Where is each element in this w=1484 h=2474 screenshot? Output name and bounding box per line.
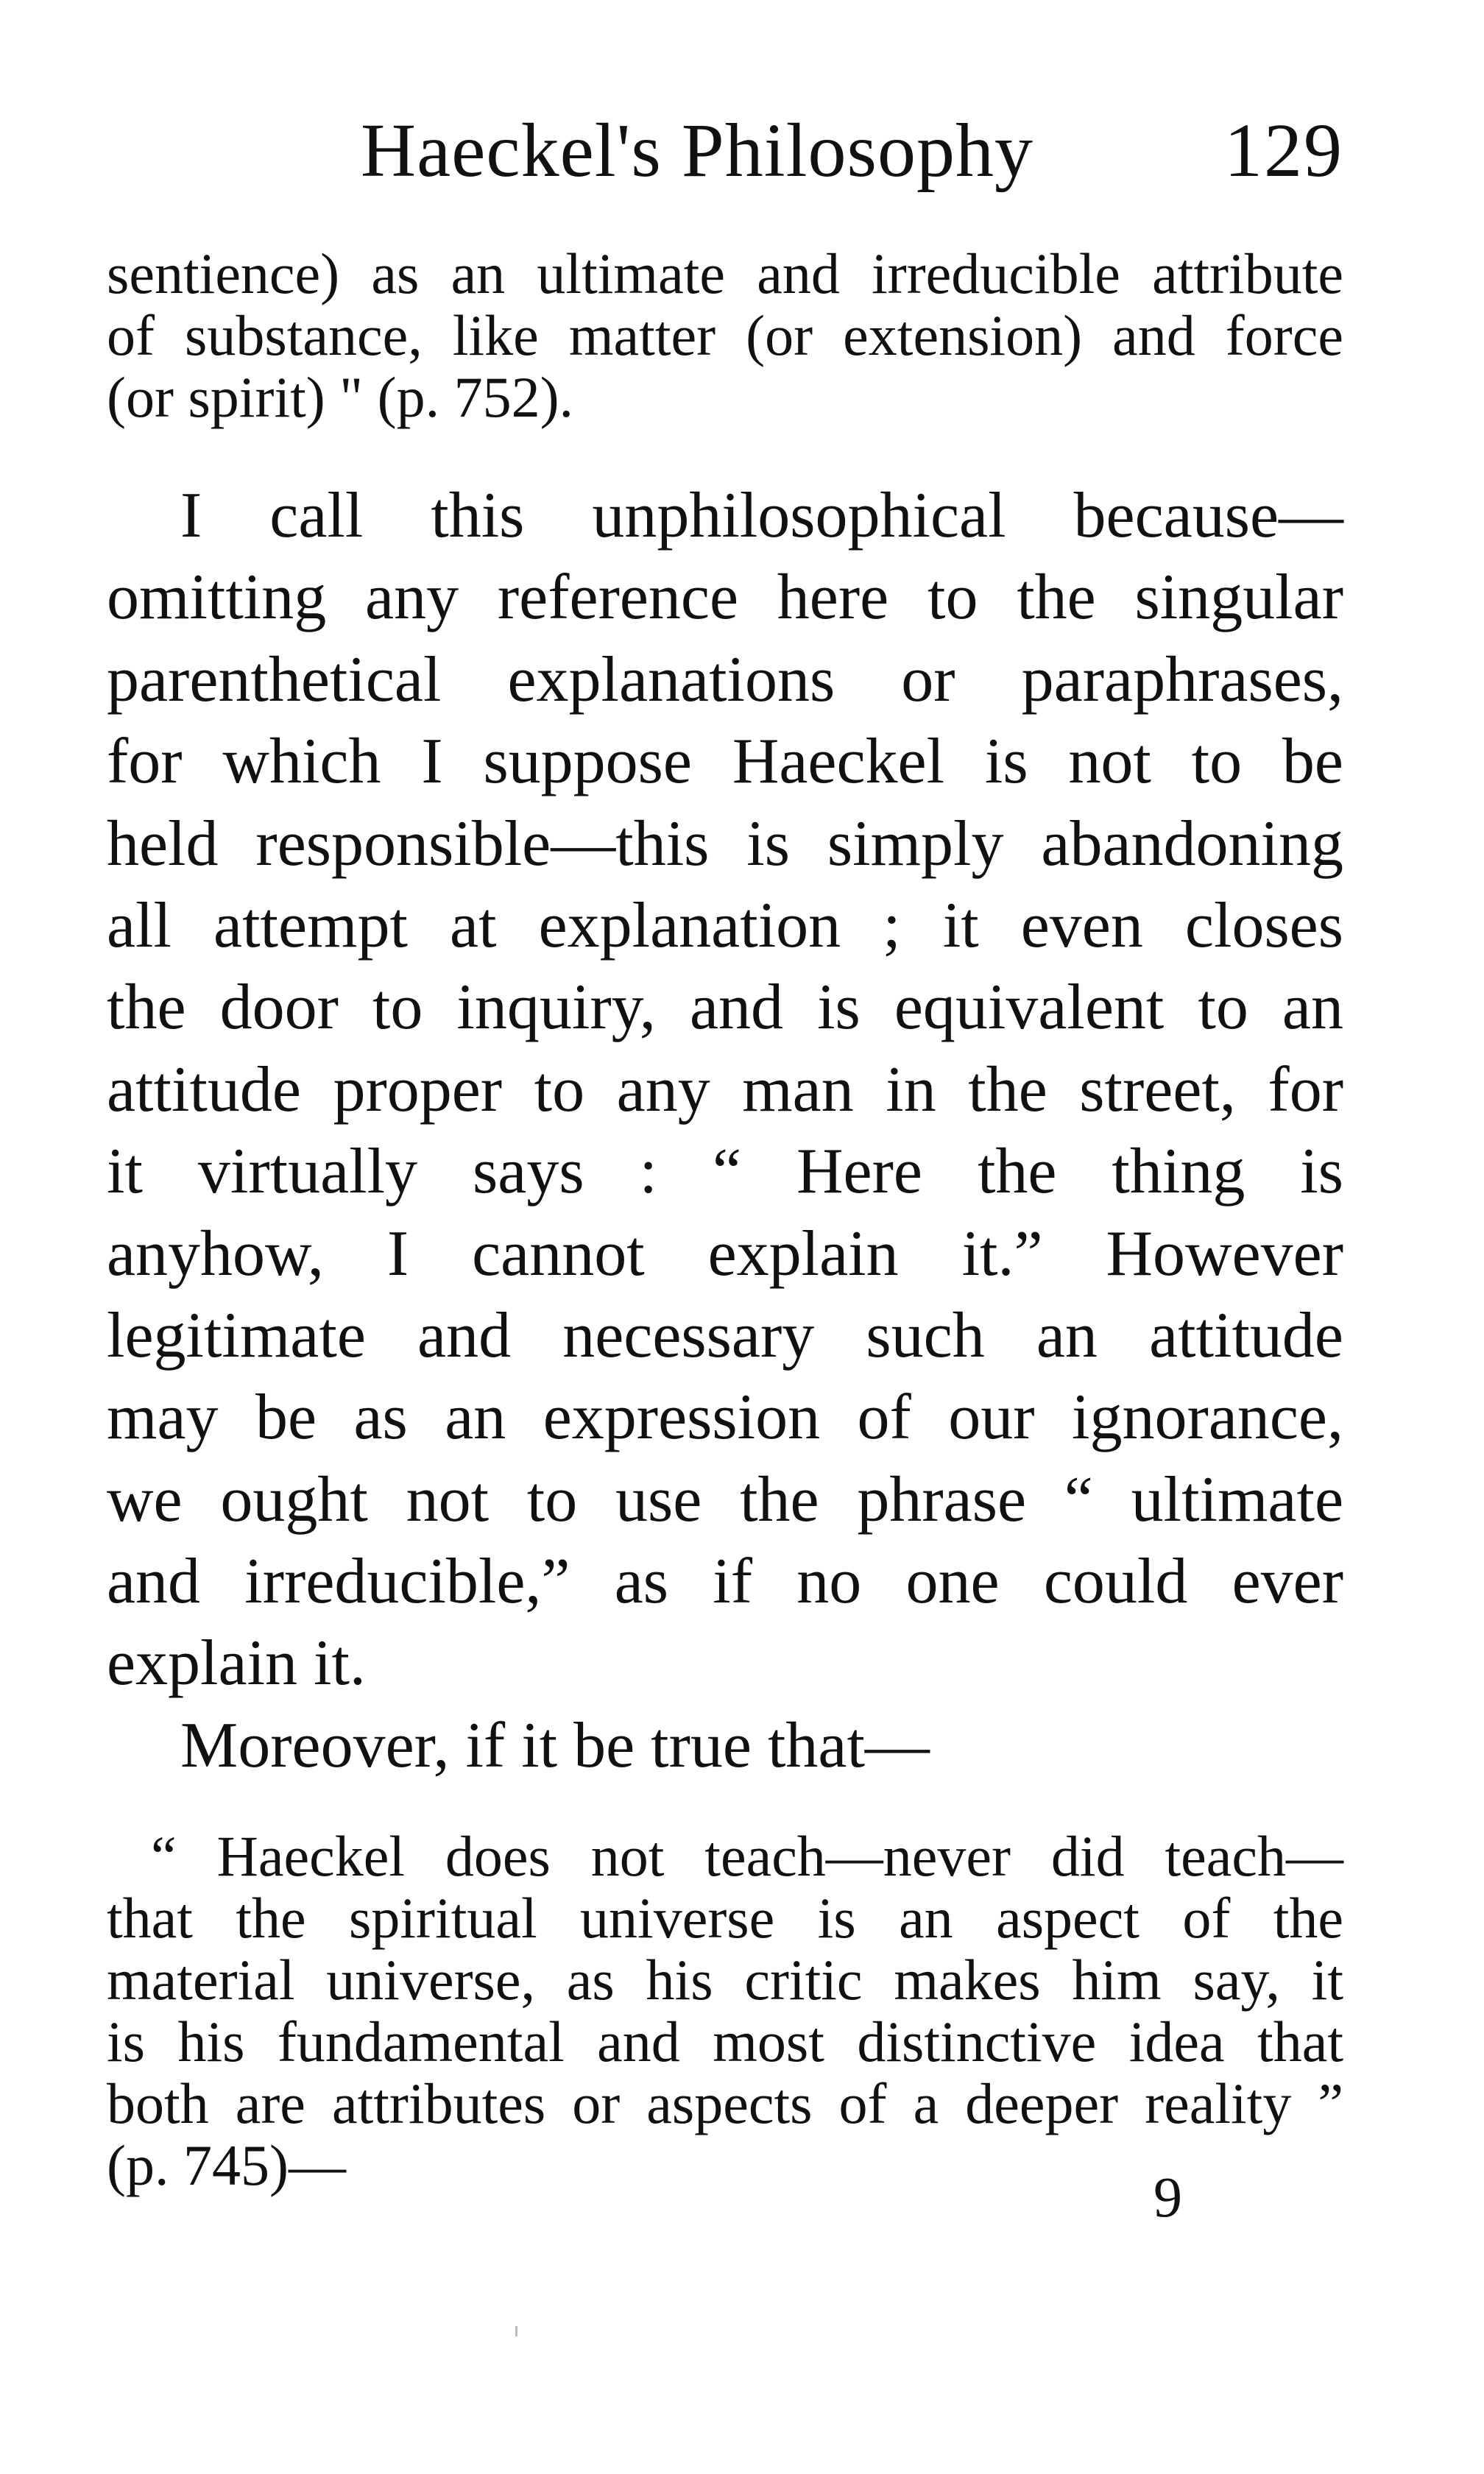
running-head xyxy=(107,96,1343,213)
text-line: may be as an expression of our ignorance, xyxy=(107,1382,1343,1454)
continuation-paragraph xyxy=(107,243,1343,428)
text-line: the door to inquiry, and is equivalent to an xyxy=(107,972,1343,1044)
text-line: it virtually says : “ Here the thing is xyxy=(107,1136,1343,1208)
text-line: (or spirit) " (p. 752). xyxy=(107,365,574,429)
text-line: of substance, like matter (or extension) and force xyxy=(107,303,1343,367)
text-line: all attempt at explanation ; it even closes xyxy=(107,889,1343,961)
text-line: material universe, as his critic makes him say, it xyxy=(107,1948,1343,2012)
text-line: is his fundamental and most distinctive idea that xyxy=(107,2010,1343,2074)
text-line: legitimate and necessary such an attitude xyxy=(107,1299,1343,1371)
paper-speck xyxy=(515,2326,517,2336)
text-line: both are attributes or aspects of a deeper reality ” xyxy=(107,2071,1343,2135)
text-line: and irreducible,” as if no one could ever xyxy=(107,1546,1343,1618)
text-line: anyhow, I cannot explain it.” However xyxy=(107,1217,1343,1290)
body-paragraph-1 xyxy=(107,475,1343,1705)
text-line: explain it. xyxy=(107,1627,366,1700)
block-quotation xyxy=(107,1826,1343,2196)
body-paragraph-2 xyxy=(107,1705,1343,1786)
text-line: omitting any reference here to the singular xyxy=(107,562,1343,634)
running-head-title: Haeckel's Philosophy xyxy=(361,108,1034,193)
text-line: (p. 745)— xyxy=(107,2133,346,2197)
text-line: we ought not to use the phrase “ ultimate xyxy=(107,1463,1343,1535)
text-line: sentience) as an ultimate and irreducible attribute xyxy=(107,241,1343,305)
text-line: parenthetical explanations or paraphrases, xyxy=(107,643,1343,715)
page-number: 129 xyxy=(1224,108,1343,193)
text-line: attitude proper to any man in the street, for xyxy=(107,1053,1343,1125)
text-line: that the spiritual universe is an aspect of the xyxy=(107,1886,1343,1950)
text-line: I call this unphilosophical because— xyxy=(180,480,1343,551)
text-line: Moreover, if it be true that— xyxy=(180,1710,930,1781)
signature-mark: 9 xyxy=(1153,2165,1182,2229)
text-line: held responsible—this is simply abandoning xyxy=(107,807,1343,880)
text-line: for which I suppose Haeckel is not to be xyxy=(107,726,1343,798)
text-line: “ Haeckel does not teach—never did teach— xyxy=(151,1824,1343,1888)
